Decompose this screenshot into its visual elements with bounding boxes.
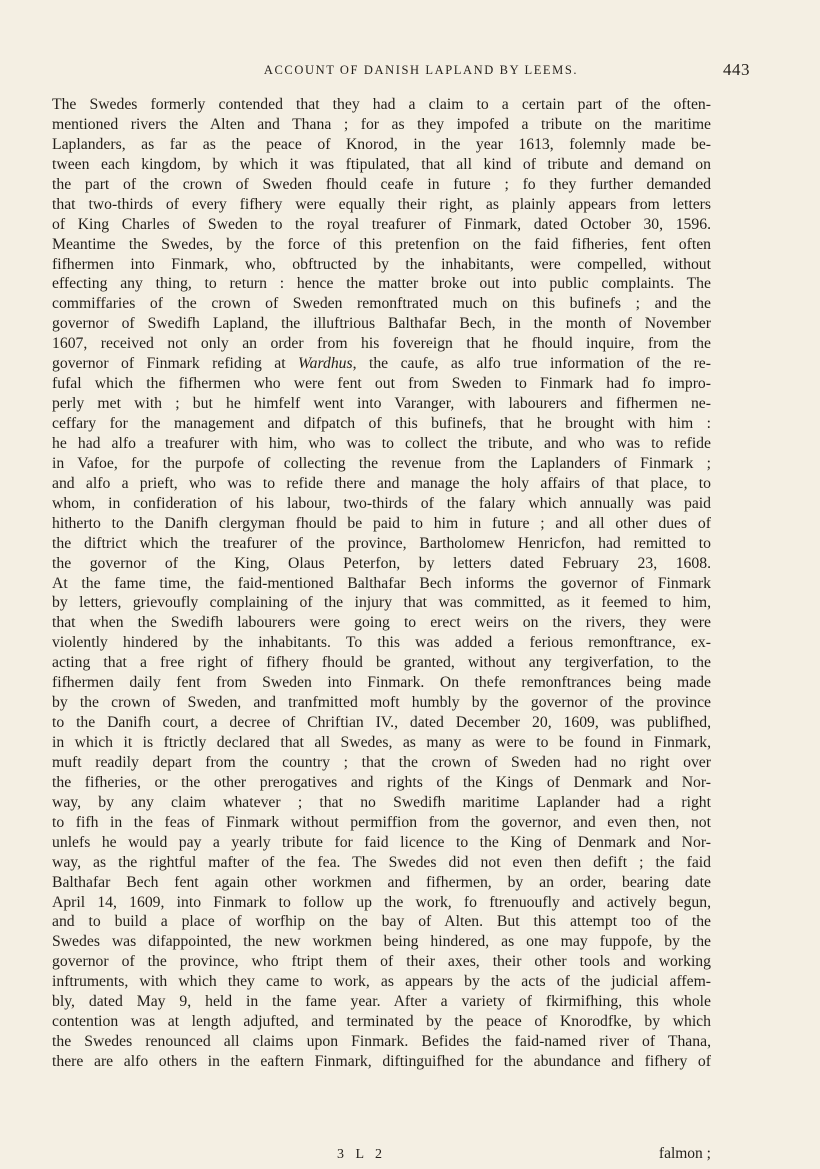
text-line: by the crown of Sweden, and tranfmitted moft humbly by the governor of the province [52, 694, 711, 712]
text-line: unlefs he would pay a yearly tribute for faid licence to the King of Denmark and Nor- [52, 833, 711, 851]
text-line: in which it is ftrictly declared that all Swedes, as many as were to be found in Finmark, [52, 734, 711, 751]
text-line: the part of the crown of Sweden fhould ceafe in future ; fo they further demanded [52, 175, 711, 193]
text-line: to the Danifh court, a decree of Chriftian IV., dated December 20, 1609, was publifhed, [52, 714, 711, 732]
text-line: and alfo a prieft, who was to refide there and manage the holy affairs of that place, to [52, 474, 711, 492]
text-line: bly, dated May 9, held in the fame year. After a variety of fkirmifhing, this whole [52, 993, 711, 1011]
text-line: he had alfo a treafurer with him, who was to collect the tribute, and who was to refide [52, 434, 711, 452]
text-line: Swedes was difappointed, the new workmen being hindered, as one may fuppofe, by the [52, 933, 711, 951]
text-line: governor of Finmark refiding at Wardhus, the caufe, as alfo true information of the re- [52, 355, 711, 373]
text-line: At the fame time, the faid-mentioned Balthafar Bech informs the governor of Finmark [52, 574, 711, 592]
text-line: tween each kingdom, by which it was ftipulated, that all kind of tribute and demand on [52, 155, 711, 173]
text-line: violently hindered by the inhabitants. To this was added a ferious remonftrance, ex- [52, 634, 711, 652]
text-line: governor of the province, who ftript them of their axes, their other tools and working [52, 953, 711, 971]
text-line: commiffaries of the crown of Sweden remonftrated much on this bufinefs ; and the [52, 295, 711, 313]
text-line: hitherto to the Danifh clergyman fhould be paid to him in future ; and all other dues of [52, 514, 711, 532]
text-line: to fifh in the feas of Finmark without permiffion from the governor, and even then, not [52, 813, 711, 831]
text-line: by letters, grievoufly complaining of the injury that was committed, as it feemed to him, [52, 594, 711, 612]
text-line: acting that a free right of fifhery fhould be granted, without any tergiverfation, to the [52, 654, 711, 672]
text-line: contention was at length adjufted, and terminated by the peace of Knorodfke, by which [52, 1013, 711, 1031]
text-line: way, as the rightful mafter of the fea. The Swedes did not even then defift ; the faid [52, 853, 711, 871]
text-line: fifhermen daily fent from Sweden into Finmark. On thefe remonftrances being made [52, 674, 711, 692]
text-line: ceffary for the management and difpatch of this bufinefs, that he brought with him : [52, 415, 711, 432]
text-line: fifhermen into Finmark, who, obftructed by the inhabitants, were compelled, without [52, 255, 711, 273]
text-line: April 14, 1609, into Finmark to follow up the work, fo ftrenuoufly and actively begun, [52, 893, 711, 911]
text-line: that when the Swedifh labourers were going to erect weirs on the rivers, they were [52, 614, 711, 632]
text-line: effecting any thing, to return : hence the matter broke out into public complaints. The [52, 275, 711, 293]
page-header [52, 60, 750, 85]
text-line: and to build a place of worfhip on the bay of Alten. But this attempt too of the [52, 913, 711, 931]
text-line: that two-thirds of every fifhery were equally their right, as plainly appears from letters [52, 195, 711, 213]
text-line: perly met with ; but he himfelf went into Varanger, with labourers and fifhermen ne- [52, 395, 711, 413]
text-line: Meantime the Swedes, by the force of this pretenfion on the faid fifheries, fent often [52, 235, 711, 253]
text-line: muft readily depart from the country ; that the crown of Sweden had no right over [52, 753, 711, 771]
running-head: ACCOUNT OF DANISH LAPLAND BY LEEMS. [263, 63, 579, 77]
text-line: the fifheries, or the other prerogatives and rights of the Kings of Denmark and Nor- [52, 773, 711, 791]
text-line: of King Charles of Sweden to the royal treafurer of Finmark, dated October 30, 1596. [52, 215, 711, 233]
text-line: whom, in confideration of his labour, two-thirds of the falary which annually was paid [52, 494, 711, 512]
text-line: inftruments, with which they came to work, as appears by the acts of the judicial affem- [52, 973, 711, 991]
signature-mark: 3 L 2 [336, 1147, 387, 1162]
text-line: governor of Swedifh Lapland, the illuftrious Balthafar Bech, in the month of November [52, 315, 711, 333]
text-line: the Swedes renounced all claims upon Finmark. Befides the faid-named river of Thana, [52, 1033, 711, 1051]
page-number: 443 [723, 60, 750, 79]
text-line: fufal which the fifhermen who were fent out from Sweden to Finmark had fo impro- [52, 375, 711, 393]
text-line: Laplanders, as far as the peace of Knorod, in the year 1613, folemnly made be- [52, 135, 711, 153]
text-line: 1607, received not only an order from his fovereign that he fhould inquire, from the [52, 335, 711, 353]
text-line: the governor of the King, Olaus Peterfon, by letters dated February 23, 1608. [52, 554, 711, 572]
text-line: mentioned rivers the Alten and Thana ; for as they impofed a tribute on the maritime [52, 115, 711, 133]
page-footer [52, 1147, 711, 1165]
text-line: there are alfo others in the eaftern Finmark, diftinguifhed for the abundance and fifhery of [52, 1053, 711, 1070]
text-line: Balthafar Bech fent again other workmen and fifhermen, by an order, bearing date [52, 873, 711, 891]
body-text [52, 95, 711, 1072]
text-line: way, by any claim whatever ; that no Swedifh maritime Laplander had a right [52, 793, 711, 811]
text-line: the diftrict which the treafurer of the province, Bartholomew Henricfon, had remitted to [52, 534, 711, 552]
text-line: in Vafoe, for the purpofe of collecting the revenue from the Laplanders of Finmark ; [52, 454, 711, 472]
text-line: The Swedes formerly contended that they had a claim to a certain part of the often- [52, 96, 711, 113]
catchword: falmon ; [658, 1145, 711, 1162]
